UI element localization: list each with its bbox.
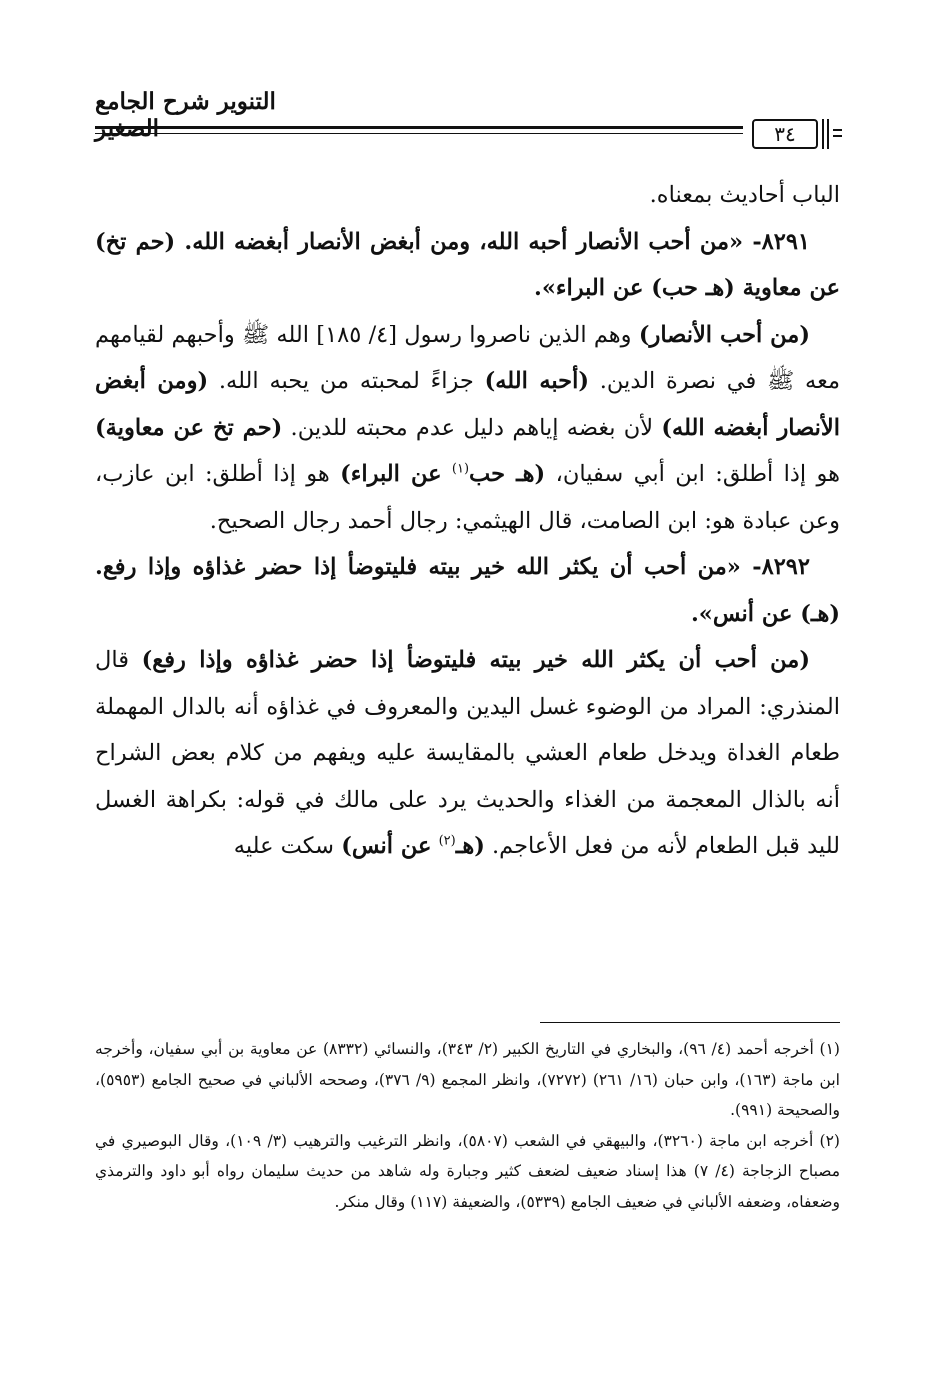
footnotes [95, 1034, 840, 1217]
commentary-8291 [95, 312, 840, 545]
footnote-1 [95, 1034, 840, 1126]
footnote-text: وقال البوصيري في مصباح الزجاجة (٤/ ٧) هذا إسناد ضعيف لضعف كثير وجبارة وله شاهد من حديث سليمان رواه أبو داود والترمذي وضعفاه، وضعفه الألباني في ضعيف الجامع (٥٣٣٩)، والضعيفة (١١٧) وقال منكر. [95, 1131, 840, 1211]
page-box-ornament [822, 119, 824, 149]
page-number: ٣٤ [752, 119, 818, 149]
hadith-text: «من أحب أن يكثر الله خير بيته فليتوضأ إذا حضر غذاؤه وإذا رفع. (هـ) عن أنس». [95, 554, 840, 627]
main-text [95, 172, 840, 870]
page-box-ornament [833, 135, 842, 137]
footnote-ref[interactable]: (١) [451, 461, 470, 477]
source-abbrev: عن البراء) [340, 461, 442, 487]
commentary-text: لأن بغضه إياهم دليل عدم محبته للدين. [290, 414, 654, 441]
footnote-text: (٢) أخرجه ابن ماجة (٣٢٦٠)، والبيهقي في الشعب (٥٨٠٧)، وانظر الترغيب والترهيب (٣/ ١٠٩)، [225, 1131, 840, 1150]
intro-line: الباب أحاديث بمعناه. [649, 182, 840, 208]
commentary-text: قال المنذري: المراد من الوضوء غسل اليدين والمعروف في غذاؤه أنه بالدال المهملة طعام الغداة ويدخل طعام العشي بالمقايسة عليه ويفهم من كلام بعض الشراح أنه بالذال المعجمة من الغذاء والحديث يرد على مالك في قوله: بكراهة الغسل لليد قبل الطعام لأنه من فعل الأعاجم. [95, 647, 840, 859]
footnote-separator [540, 1022, 840, 1023]
source-abbrev: (هـ حب [469, 461, 546, 487]
header-rule-thin [95, 133, 743, 134]
commentary-text: جزاءً لمحبته من يحبه الله. [218, 368, 474, 394]
hadith-number: ٨٢٩١- [752, 228, 810, 255]
hadith-8292 [95, 544, 840, 637]
hadith-text: «من أحب الأنصار أحبه الله، ومن أبغض الأنصار أبغضه الله. (حم تخ) عن معاوية (هـ حب) عن البراء». [95, 228, 840, 301]
commentary-8292 [95, 637, 840, 870]
hadith-8291 [95, 219, 840, 312]
footnote-text: (١) أخرجه أحمد (٤/ ٩٦)، والبخاري في التاريخ الكبير (٢/ ٣٤٣)، والنسائي (٨٣٣٢) عن معاوية بن [228, 1040, 840, 1058]
commentary-text: هو إذا أطلق: ابن أبي سفيان، [555, 461, 841, 487]
commentary-text: وهم الذين ناصروا رسول [٤/ ١٨٥] الله ﷺ وأحبهم لقيامهم معه ﷺ في نصرة الدين. [95, 321, 841, 394]
commentary-text: سكت عليه [233, 833, 335, 859]
quoted-phrase: (من أحب الأنصار) [638, 321, 810, 348]
commentary-text: هو إذا أطلق: ابن عازب، وعن عبادة هو: ابن الصامت، قال الهيثمي: رجال أحمد رجال الصحيح. [95, 461, 840, 534]
source-abbrev: (هـ [455, 833, 485, 859]
page-box-ornament [827, 119, 829, 149]
quoted-phrase: (من أحب أن يكثر الله خير بيته فليتوضأ إذا حضر غذاؤه وإذا رفع) [141, 647, 811, 673]
running-header-title: التنوير شرح الجامع [95, 88, 276, 115]
source-abbrev: عن أنس) [341, 833, 432, 859]
footnote-text: أبي سفيان، وأخرجه ابن ماجة (١٦٣)، وابن حبان (١٦/ ٢٦١) (٧٢٧٢)، وانظر المجمع (٩/ ٣٧٦)، وصححه الألباني في صحيح الجامع (٥٩٥٣)، والصحيحة (٩٩١). [95, 1040, 840, 1119]
source-abbrev: (حم تخ عن معاوية) [95, 414, 283, 441]
hadith-number: ٨٢٩٢- [752, 554, 810, 580]
quoted-phrase: (أحبه الله) [484, 368, 589, 394]
footnote-2 [95, 1126, 840, 1218]
page-box-ornament [833, 129, 842, 131]
footnote-ref[interactable]: (٢) [438, 833, 456, 849]
quoted-phrase: (ومن أبغض الأنصار أبغضه الله) [95, 368, 841, 441]
header-rule-thick [95, 126, 743, 129]
